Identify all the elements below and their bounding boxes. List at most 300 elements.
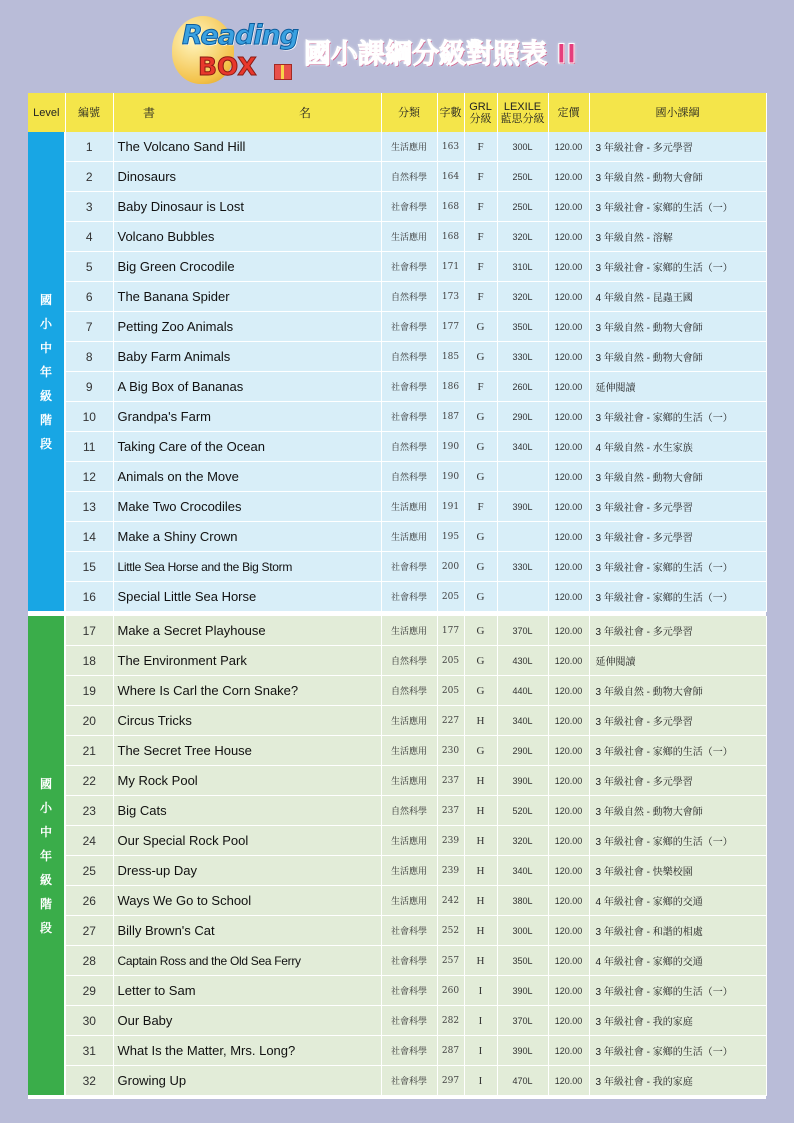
word-count: 168 bbox=[437, 192, 464, 222]
book-title: Our Baby bbox=[113, 1006, 381, 1036]
lexile-level: 470L bbox=[497, 1066, 548, 1096]
table-row bbox=[28, 946, 766, 976]
curriculum-link: 3 年級自然 - 動物大會師 bbox=[589, 676, 766, 706]
lexile-level: 370L bbox=[497, 616, 548, 646]
book-price: 120.00 bbox=[548, 192, 589, 222]
grl-level: G bbox=[464, 462, 497, 492]
header-name: 書 名 bbox=[113, 93, 381, 132]
word-count: 187 bbox=[437, 402, 464, 432]
book-number: 11 bbox=[65, 432, 113, 462]
table-row bbox=[28, 342, 766, 372]
grl-level: G bbox=[464, 312, 497, 342]
book-number: 7 bbox=[65, 312, 113, 342]
grl-level: H bbox=[464, 796, 497, 826]
book-price: 120.00 bbox=[548, 582, 589, 612]
book-title: Big Green Crocodile bbox=[113, 252, 381, 282]
book-title: Petting Zoo Animals bbox=[113, 312, 381, 342]
table-row bbox=[28, 1066, 766, 1096]
book-price: 120.00 bbox=[548, 372, 589, 402]
book-price: 120.00 bbox=[548, 796, 589, 826]
word-count: 282 bbox=[437, 1006, 464, 1036]
lexile-level: 370L bbox=[497, 1006, 548, 1036]
grl-level: G bbox=[464, 522, 497, 552]
book-title: Billy Brown's Cat bbox=[113, 916, 381, 946]
curriculum-link: 3 年級社會 - 家鄉的生活（一） bbox=[589, 976, 766, 1006]
book-category: 社會科學 bbox=[381, 1066, 437, 1096]
book-category: 社會科學 bbox=[381, 402, 437, 432]
lexile-level: 390L bbox=[497, 1036, 548, 1066]
lexile-level: 310L bbox=[497, 252, 548, 282]
book-number: 29 bbox=[65, 976, 113, 1006]
grl-level: F bbox=[464, 252, 497, 282]
grl-level: G bbox=[464, 342, 497, 372]
book-price: 120.00 bbox=[548, 976, 589, 1006]
book-number: 26 bbox=[65, 886, 113, 916]
header-level: Level bbox=[28, 93, 65, 132]
table-row bbox=[28, 402, 766, 432]
word-count: 230 bbox=[437, 736, 464, 766]
grl-level: I bbox=[464, 976, 497, 1006]
word-count: 205 bbox=[437, 676, 464, 706]
book-title: Make a Secret Playhouse bbox=[113, 616, 381, 646]
book-price: 120.00 bbox=[548, 312, 589, 342]
word-count: 195 bbox=[437, 522, 464, 552]
grl-level: F bbox=[464, 372, 497, 402]
book-number: 10 bbox=[65, 402, 113, 432]
book-category: 生活應用 bbox=[381, 856, 437, 886]
book-number: 8 bbox=[65, 342, 113, 372]
curriculum-link: 延伸閱讀 bbox=[589, 646, 766, 676]
book-title: Ways We Go to School bbox=[113, 886, 381, 916]
book-category: 社會科學 bbox=[381, 192, 437, 222]
word-count: 185 bbox=[437, 342, 464, 372]
curriculum-link: 3 年級社會 - 家鄉的生活（一） bbox=[589, 402, 766, 432]
word-count: 205 bbox=[437, 582, 464, 612]
book-price: 120.00 bbox=[548, 856, 589, 886]
book-title: Make Two Crocodiles bbox=[113, 492, 381, 522]
book-price: 120.00 bbox=[548, 402, 589, 432]
level-cell bbox=[28, 132, 65, 612]
book-number: 30 bbox=[65, 1006, 113, 1036]
table-row bbox=[28, 192, 766, 222]
book-title: Big Cats bbox=[113, 796, 381, 826]
curriculum-link: 3 年級社會 - 多元學習 bbox=[589, 766, 766, 796]
book-title: Volcano Bubbles bbox=[113, 222, 381, 252]
header-words: 字數 bbox=[437, 93, 464, 132]
book-price: 120.00 bbox=[548, 1066, 589, 1096]
book-title: Captain Ross and the Old Sea Ferry bbox=[113, 946, 381, 976]
book-title: A Big Box of Bananas bbox=[113, 372, 381, 402]
table-row bbox=[28, 826, 766, 856]
book-title: Where Is Carl the Corn Snake? bbox=[113, 676, 381, 706]
book-number: 23 bbox=[65, 796, 113, 826]
book-category: 生活應用 bbox=[381, 492, 437, 522]
table-row bbox=[28, 736, 766, 766]
curriculum-link: 3 年級社會 - 家鄉的生活（一） bbox=[589, 826, 766, 856]
lexile-level: 250L bbox=[497, 192, 548, 222]
word-count: 177 bbox=[437, 616, 464, 646]
gift-icon bbox=[274, 64, 292, 80]
book-category: 社會科學 bbox=[381, 582, 437, 612]
table-row bbox=[28, 1036, 766, 1066]
book-title: The Volcano Sand Hill bbox=[113, 132, 381, 162]
book-title: Our Special Rock Pool bbox=[113, 826, 381, 856]
word-count: 227 bbox=[437, 706, 464, 736]
book-price: 120.00 bbox=[548, 492, 589, 522]
curriculum-link: 3 年級社會 - 家鄉的生活（一） bbox=[589, 192, 766, 222]
lexile-level: 340L bbox=[497, 706, 548, 736]
book-number: 3 bbox=[65, 192, 113, 222]
grl-level: G bbox=[464, 646, 497, 676]
table-row bbox=[28, 162, 766, 192]
book-price: 120.00 bbox=[548, 706, 589, 736]
table-row bbox=[28, 492, 766, 522]
book-price: 120.00 bbox=[548, 282, 589, 312]
lexile-level: 320L bbox=[497, 826, 548, 856]
grl-level: H bbox=[464, 826, 497, 856]
word-count: 163 bbox=[437, 132, 464, 162]
curriculum-link: 3 年級社會 - 多元學習 bbox=[589, 132, 766, 162]
book-number: 4 bbox=[65, 222, 113, 252]
lexile-level bbox=[497, 582, 548, 612]
book-category: 社會科學 bbox=[381, 916, 437, 946]
grl-level: H bbox=[464, 706, 497, 736]
table-row bbox=[28, 646, 766, 676]
word-count: 257 bbox=[437, 946, 464, 976]
table-row bbox=[28, 886, 766, 916]
curriculum-link: 3 年級自然 - 動物大會師 bbox=[589, 342, 766, 372]
grl-level: F bbox=[464, 222, 497, 252]
lexile-level: 300L bbox=[497, 132, 548, 162]
book-price: 120.00 bbox=[548, 432, 589, 462]
lexile-level: 390L bbox=[497, 766, 548, 796]
lexile-level: 330L bbox=[497, 552, 548, 582]
book-price: 120.00 bbox=[548, 522, 589, 552]
book-price: 120.00 bbox=[548, 886, 589, 916]
book-price: 120.00 bbox=[548, 826, 589, 856]
lexile-level bbox=[497, 462, 548, 492]
curriculum-link: 3 年級社會 - 快樂校園 bbox=[589, 856, 766, 886]
book-category: 社會科學 bbox=[381, 312, 437, 342]
table-header-row bbox=[28, 93, 766, 132]
grl-level: G bbox=[464, 402, 497, 432]
word-count: 173 bbox=[437, 282, 464, 312]
book-title: Little Sea Horse and the Big Storm bbox=[113, 552, 381, 582]
word-count: 200 bbox=[437, 552, 464, 582]
book-price: 120.00 bbox=[548, 646, 589, 676]
book-title: Taking Care of the Ocean bbox=[113, 432, 381, 462]
book-number: 27 bbox=[65, 916, 113, 946]
level-label: 國小中年級階段 bbox=[39, 776, 52, 935]
word-count: 237 bbox=[437, 796, 464, 826]
word-count: 191 bbox=[437, 492, 464, 522]
book-category: 社會科學 bbox=[381, 372, 437, 402]
book-price: 120.00 bbox=[548, 552, 589, 582]
grl-level: H bbox=[464, 856, 497, 886]
book-category: 生活應用 bbox=[381, 706, 437, 736]
book-title: The Banana Spider bbox=[113, 282, 381, 312]
book-price: 120.00 bbox=[548, 462, 589, 492]
word-count: 177 bbox=[437, 312, 464, 342]
reading-box-logo bbox=[168, 14, 298, 86]
grl-level: G bbox=[464, 552, 497, 582]
table-row bbox=[28, 676, 766, 706]
header-category: 分類 bbox=[381, 93, 437, 132]
word-count: 239 bbox=[437, 826, 464, 856]
table-row bbox=[28, 282, 766, 312]
book-number: 25 bbox=[65, 856, 113, 886]
book-category: 社會科學 bbox=[381, 552, 437, 582]
lexile-level: 290L bbox=[497, 736, 548, 766]
lexile-level: 300L bbox=[497, 916, 548, 946]
grl-level: I bbox=[464, 1036, 497, 1066]
book-title: The Environment Park bbox=[113, 646, 381, 676]
book-category: 生活應用 bbox=[381, 766, 437, 796]
book-title: Baby Farm Animals bbox=[113, 342, 381, 372]
curriculum-link: 3 年級社會 - 多元學習 bbox=[589, 522, 766, 552]
book-category: 自然科學 bbox=[381, 162, 437, 192]
curriculum-link: 4 年級社會 - 家鄉的交通 bbox=[589, 946, 766, 976]
table-row bbox=[28, 856, 766, 886]
grl-level: F bbox=[464, 162, 497, 192]
curriculum-link: 3 年級社會 - 家鄉的生活（一） bbox=[589, 252, 766, 282]
book-number: 12 bbox=[65, 462, 113, 492]
book-category: 自然科學 bbox=[381, 282, 437, 312]
grl-level: H bbox=[464, 766, 497, 796]
word-count: 260 bbox=[437, 976, 464, 1006]
book-number: 2 bbox=[65, 162, 113, 192]
curriculum-link: 3 年級社會 - 多元學習 bbox=[589, 492, 766, 522]
curriculum-link: 延伸閱讀 bbox=[589, 372, 766, 402]
header-no: 編號 bbox=[65, 93, 113, 132]
lexile-level: 340L bbox=[497, 856, 548, 886]
table-row bbox=[28, 432, 766, 462]
grl-level: H bbox=[464, 946, 497, 976]
curriculum-link: 3 年級社會 - 家鄉的生活（一） bbox=[589, 582, 766, 612]
word-count: 168 bbox=[437, 222, 464, 252]
book-category: 社會科學 bbox=[381, 1006, 437, 1036]
book-number: 6 bbox=[65, 282, 113, 312]
book-category: 生活應用 bbox=[381, 132, 437, 162]
book-category: 自然科學 bbox=[381, 796, 437, 826]
curriculum-link: 4 年級自然 - 昆蟲王國 bbox=[589, 282, 766, 312]
book-price: 120.00 bbox=[548, 946, 589, 976]
lexile-level: 520L bbox=[497, 796, 548, 826]
word-count: 190 bbox=[437, 432, 464, 462]
book-category: 自然科學 bbox=[381, 342, 437, 372]
book-price: 120.00 bbox=[548, 916, 589, 946]
book-number: 16 bbox=[65, 582, 113, 612]
lexile-level: 380L bbox=[497, 886, 548, 916]
table-row bbox=[28, 312, 766, 342]
book-title: Growing Up bbox=[113, 1066, 381, 1096]
book-title: Letter to Sam bbox=[113, 976, 381, 1006]
book-title: My Rock Pool bbox=[113, 766, 381, 796]
book-title: Baby Dinosaur is Lost bbox=[113, 192, 381, 222]
lexile-level: 440L bbox=[497, 676, 548, 706]
word-count: 239 bbox=[437, 856, 464, 886]
lexile-level: 340L bbox=[497, 432, 548, 462]
book-number: 5 bbox=[65, 252, 113, 282]
book-number: 15 bbox=[65, 552, 113, 582]
word-count: 186 bbox=[437, 372, 464, 402]
grl-level: F bbox=[464, 192, 497, 222]
word-count: 171 bbox=[437, 252, 464, 282]
word-count: 252 bbox=[437, 916, 464, 946]
book-number: 24 bbox=[65, 826, 113, 856]
book-price: 120.00 bbox=[548, 252, 589, 282]
book-number: 32 bbox=[65, 1066, 113, 1096]
book-category: 社會科學 bbox=[381, 1036, 437, 1066]
lexile-level: 390L bbox=[497, 976, 548, 1006]
word-count: 237 bbox=[437, 766, 464, 796]
book-title: Special Little Sea Horse bbox=[113, 582, 381, 612]
curriculum-link: 3 年級自然 - 動物大會師 bbox=[589, 796, 766, 826]
header-price: 定價 bbox=[548, 93, 589, 132]
logo-reading-text: Reading bbox=[182, 20, 299, 51]
book-category: 生活應用 bbox=[381, 736, 437, 766]
table-row bbox=[28, 252, 766, 282]
grl-level: G bbox=[464, 616, 497, 646]
table-row bbox=[28, 372, 766, 402]
book-category: 社會科學 bbox=[381, 252, 437, 282]
grl-level: I bbox=[464, 1066, 497, 1096]
book-category: 自然科學 bbox=[381, 676, 437, 706]
curriculum-link: 3 年級社會 - 和諧的相處 bbox=[589, 916, 766, 946]
book-title: Dinosaurs bbox=[113, 162, 381, 192]
word-count: 164 bbox=[437, 162, 464, 192]
book-price: 120.00 bbox=[548, 616, 589, 646]
book-number: 20 bbox=[65, 706, 113, 736]
table-row bbox=[28, 522, 766, 552]
word-count: 190 bbox=[437, 462, 464, 492]
curriculum-link: 3 年級自然 - 動物大會師 bbox=[589, 462, 766, 492]
book-category: 生活應用 bbox=[381, 522, 437, 552]
book-price: 120.00 bbox=[548, 676, 589, 706]
curriculum-link: 3 年級自然 - 動物大會師 bbox=[589, 312, 766, 342]
grl-level: F bbox=[464, 132, 497, 162]
curriculum-link: 3 年級社會 - 家鄉的生活（一） bbox=[589, 736, 766, 766]
table-row bbox=[28, 706, 766, 736]
curriculum-link: 3 年級社會 - 多元學習 bbox=[589, 616, 766, 646]
book-category: 自然科學 bbox=[381, 646, 437, 676]
book-number: 21 bbox=[65, 736, 113, 766]
page-header bbox=[0, 0, 794, 92]
word-count: 297 bbox=[437, 1066, 464, 1096]
reading-table bbox=[28, 93, 767, 1096]
book-price: 120.00 bbox=[548, 736, 589, 766]
grl-level: F bbox=[464, 492, 497, 522]
book-category: 生活應用 bbox=[381, 826, 437, 856]
lexile-level: 320L bbox=[497, 282, 548, 312]
lexile-level: 390L bbox=[497, 492, 548, 522]
logo-box-text: BOX bbox=[198, 52, 257, 81]
book-price: 120.00 bbox=[548, 1006, 589, 1036]
table-row bbox=[28, 132, 766, 162]
grl-level: H bbox=[464, 886, 497, 916]
curriculum-link: 3 年級社會 - 我的家庭 bbox=[589, 1006, 766, 1036]
curriculum-link: 3 年級社會 - 家鄉的生活（一） bbox=[589, 552, 766, 582]
lexile-level bbox=[497, 522, 548, 552]
header-curriculum: 國小課綱 bbox=[589, 93, 766, 132]
curriculum-link: 3 年級自然 - 溶解 bbox=[589, 222, 766, 252]
reading-table-container bbox=[28, 93, 766, 1099]
word-count: 287 bbox=[437, 1036, 464, 1066]
book-price: 120.00 bbox=[548, 342, 589, 372]
table-row bbox=[28, 916, 766, 946]
book-price: 120.00 bbox=[548, 222, 589, 252]
table-row bbox=[28, 552, 766, 582]
book-title: Dress-up Day bbox=[113, 856, 381, 886]
grl-level: I bbox=[464, 1006, 497, 1036]
lexile-level: 350L bbox=[497, 312, 548, 342]
book-title: Grandpa's Farm bbox=[113, 402, 381, 432]
book-number: 28 bbox=[65, 946, 113, 976]
book-price: 120.00 bbox=[548, 162, 589, 192]
table-row bbox=[28, 766, 766, 796]
book-category: 生活應用 bbox=[381, 616, 437, 646]
book-number: 9 bbox=[65, 372, 113, 402]
header-grl: GRL 分級 bbox=[464, 93, 497, 132]
book-title: Make a Shiny Crown bbox=[113, 522, 381, 552]
grl-level: G bbox=[464, 432, 497, 462]
word-count: 242 bbox=[437, 886, 464, 916]
curriculum-link: 4 年級社會 - 家鄉的交通 bbox=[589, 886, 766, 916]
table-body bbox=[28, 132, 766, 1096]
curriculum-link: 3 年級自然 - 動物大會師 bbox=[589, 162, 766, 192]
book-number: 1 bbox=[65, 132, 113, 162]
table-row bbox=[28, 222, 766, 252]
grl-level: H bbox=[464, 916, 497, 946]
grl-level: F bbox=[464, 282, 497, 312]
grl-level: G bbox=[464, 676, 497, 706]
book-price: 120.00 bbox=[548, 132, 589, 162]
table-row bbox=[28, 616, 766, 646]
book-number: 17 bbox=[65, 616, 113, 646]
book-number: 14 bbox=[65, 522, 113, 552]
lexile-level: 320L bbox=[497, 222, 548, 252]
grl-level: G bbox=[464, 582, 497, 612]
table-row bbox=[28, 462, 766, 492]
header-lexile: LEXILE 藍思分級 bbox=[497, 93, 548, 132]
book-price: 120.00 bbox=[548, 766, 589, 796]
curriculum-link: 4 年級自然 - 水生家族 bbox=[589, 432, 766, 462]
book-title: What Is the Matter, Mrs. Long? bbox=[113, 1036, 381, 1066]
book-title: Circus Tricks bbox=[113, 706, 381, 736]
level-label: 國小中年級階段 bbox=[39, 292, 52, 451]
book-number: 31 bbox=[65, 1036, 113, 1066]
curriculum-link: 3 年級社會 - 家鄉的生活（一） bbox=[589, 1036, 766, 1066]
book-number: 22 bbox=[65, 766, 113, 796]
table-row bbox=[28, 1006, 766, 1036]
book-title: Animals on the Move bbox=[113, 462, 381, 492]
table-row bbox=[28, 976, 766, 1006]
page-title: 國小課綱分級對照表 II bbox=[304, 39, 577, 70]
lexile-level: 430L bbox=[497, 646, 548, 676]
book-category: 社會科學 bbox=[381, 976, 437, 1006]
book-number: 13 bbox=[65, 492, 113, 522]
curriculum-link: 3 年級社會 - 多元學習 bbox=[589, 706, 766, 736]
lexile-level: 260L bbox=[497, 372, 548, 402]
lexile-level: 330L bbox=[497, 342, 548, 372]
book-category: 自然科學 bbox=[381, 432, 437, 462]
table-row bbox=[28, 582, 766, 612]
book-category: 生活應用 bbox=[381, 886, 437, 916]
lexile-level: 290L bbox=[497, 402, 548, 432]
book-number: 19 bbox=[65, 676, 113, 706]
book-number: 18 bbox=[65, 646, 113, 676]
curriculum-link: 3 年級社會 - 我的家庭 bbox=[589, 1066, 766, 1096]
